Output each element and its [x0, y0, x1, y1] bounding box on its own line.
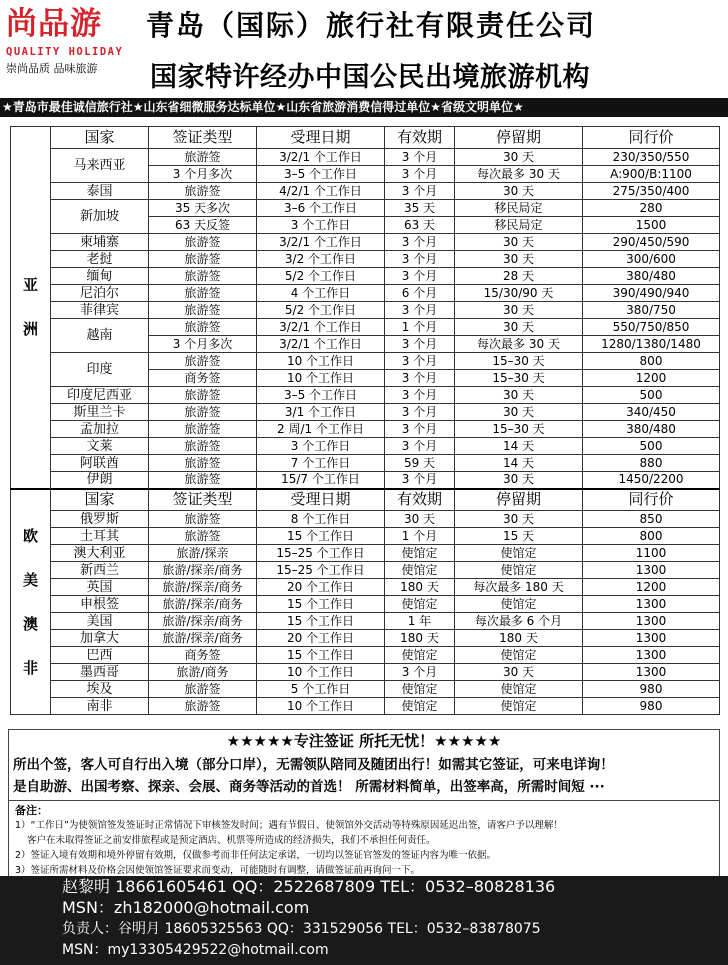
- cell-processing-time: 3 个工作日: [257, 217, 385, 234]
- contact-line-3: 负责人：谷明月 18605325563 QQ：331529056 TEL：0532–83878075: [62, 921, 541, 937]
- cell-validity: 3 个月: [385, 387, 455, 404]
- region-char: 欧: [22, 526, 38, 545]
- cell-validity: 180 天: [385, 630, 455, 647]
- cell-validity: 3 个月: [385, 404, 455, 421]
- cell-price: 1100: [583, 545, 720, 562]
- cell-visa-type: 3 个月多次: [149, 166, 257, 183]
- table-row: [11, 545, 720, 562]
- cell-processing-time: 10 个工作日: [257, 698, 385, 715]
- cell-stay: 15/30/90 天: [455, 285, 583, 302]
- cell-stay: 30 天: [455, 251, 583, 268]
- cell-price: 1280/1380/1480: [583, 336, 720, 353]
- cell-visa-type: 旅游签: [149, 353, 257, 370]
- table-row: [11, 404, 720, 421]
- table-row: [11, 528, 720, 545]
- cell-visa-type: 旅游签: [149, 387, 257, 404]
- cell-visa-type: 旅游/探亲/商务: [149, 630, 257, 647]
- cell-country: 马来西亚: [51, 149, 149, 183]
- cell-price: 500: [583, 438, 720, 455]
- contact-line-4: MSN：my13305429522@hotmail.com: [62, 942, 329, 958]
- cell-stay: 每次最多 30 天: [455, 166, 583, 183]
- cell-price: 1300: [583, 613, 720, 630]
- cell-price: 230/350/550: [583, 149, 720, 166]
- cell-validity: 180 天: [385, 579, 455, 596]
- cell-processing-time: 7 个工作日: [257, 455, 385, 472]
- cell-processing-time: 3–5 个工作日: [257, 166, 385, 183]
- cell-stay: 30 天: [455, 404, 583, 421]
- cell-processing-time: 3/2/1 个工作日: [257, 336, 385, 353]
- table-row: [11, 387, 720, 404]
- table-row: [11, 234, 720, 251]
- table-row: [11, 596, 720, 613]
- cell-processing-time: 5/2 个工作日: [257, 268, 385, 285]
- cell-price: 980: [583, 698, 720, 715]
- region-char: 非: [22, 658, 38, 677]
- cell-stay: 28 天: [455, 268, 583, 285]
- cell-processing-time: 5/2 个工作日: [257, 302, 385, 319]
- table-row: [11, 149, 720, 166]
- cell-price: A:900/B:1100: [583, 166, 720, 183]
- cell-validity: 30 天: [385, 511, 455, 528]
- cell-country: 老挝: [51, 251, 149, 268]
- company-name: 青岛（国际）旅行社有限责任公司: [146, 9, 597, 42]
- logo-english: QUALITY HOLIDAY: [6, 46, 124, 58]
- cell-processing-time: 3/2/1 个工作日: [257, 319, 385, 336]
- table-row: [11, 698, 720, 715]
- cell-validity: 3 个月: [385, 370, 455, 387]
- cell-visa-type: 商务签: [149, 370, 257, 387]
- cell-processing-time: 3/2 个工作日: [257, 251, 385, 268]
- cell-stay: 每次最多 6 个月: [455, 613, 583, 630]
- cell-country: 土耳其: [51, 528, 149, 545]
- cell-stay: 14 天: [455, 438, 583, 455]
- cell-processing-time: 3–5 个工作日: [257, 387, 385, 404]
- asia-region-label: [11, 127, 51, 489]
- visa-table: [10, 126, 720, 715]
- region-char: 澳: [22, 614, 38, 633]
- cell-visa-type: 旅游签: [149, 438, 257, 455]
- cell-stay: 180 天: [455, 630, 583, 647]
- cell-stay: 使馆定: [455, 545, 583, 562]
- cell-price: 980: [583, 681, 720, 698]
- cell-country: 新西兰: [51, 562, 149, 579]
- contact-line-2: MSN：zh182000@hotmail.com: [62, 898, 310, 917]
- cell-stay: 30 天: [455, 302, 583, 319]
- cell-stay: 30 天: [455, 149, 583, 166]
- remarks-title: 备注：: [15, 804, 48, 817]
- cell-country: 文莱: [51, 438, 149, 455]
- cell-country: 埃及: [51, 681, 149, 698]
- cell-price: 275/350/400: [583, 183, 720, 200]
- cell-price: 800: [583, 353, 720, 370]
- cell-validity: 使馆定: [385, 647, 455, 664]
- cell-stay: 15–30 天: [455, 353, 583, 370]
- cell-price: 1300: [583, 596, 720, 613]
- cell-processing-time: 15–25 个工作日: [257, 545, 385, 562]
- cell-processing-time: 3/2/1 个工作日: [257, 149, 385, 166]
- cell-stay: 15–30 天: [455, 421, 583, 438]
- cell-country: 新加坡: [51, 200, 149, 234]
- cell-processing-time: 15/7 个工作日: [257, 472, 385, 489]
- cell-validity: 3 个月: [385, 302, 455, 319]
- cell-processing-time: 15 个工作日: [257, 613, 385, 630]
- cell-validity: 3 个月: [385, 472, 455, 489]
- table-row: [11, 200, 720, 217]
- column-header-price: 同行价: [583, 489, 720, 511]
- cell-price: 850: [583, 511, 720, 528]
- cell-processing-time: 4/2/1 个工作日: [257, 183, 385, 200]
- cell-validity: 3 个月: [385, 251, 455, 268]
- cell-validity: 使馆定: [385, 562, 455, 579]
- column-header-validity: 有效期: [385, 489, 455, 511]
- cell-stay: 使馆定: [455, 647, 583, 664]
- cell-country: 斯里兰卡: [51, 404, 149, 421]
- table-row: [11, 630, 720, 647]
- description-line-1: 所出个签，客人可自行出入境（部分口岸），无需领队陪同及随团出行！如需其它签证，可来电详询！: [13, 757, 614, 773]
- cell-price: 1300: [583, 630, 720, 647]
- cell-visa-type: 旅游签: [149, 285, 257, 302]
- other-region-label: [11, 489, 51, 715]
- table-row: [11, 438, 720, 455]
- cell-validity: 使馆定: [385, 596, 455, 613]
- remark-line: 3）签证所需材料及价格会因使领馆签证要求而变动，可能随时有调整，请做签证前再询问一下。: [15, 865, 421, 876]
- cell-visa-type: 旅游签: [149, 234, 257, 251]
- cell-processing-time: 15–25 个工作日: [257, 562, 385, 579]
- table-row: [11, 268, 720, 285]
- cell-visa-type: 63 天反签: [149, 217, 257, 234]
- cell-validity: 使馆定: [385, 545, 455, 562]
- cell-price: 880: [583, 455, 720, 472]
- cell-validity: 3 个月: [385, 268, 455, 285]
- cell-visa-type: 旅游签: [149, 472, 257, 489]
- column-header-price: 同行价: [583, 127, 720, 149]
- cell-validity: 1 年: [385, 613, 455, 630]
- column-header-visa-type: 签证类型: [149, 127, 257, 149]
- column-header-country: 国家: [51, 127, 149, 149]
- cell-stay: 30 天: [455, 234, 583, 251]
- cell-validity: 使馆定: [385, 698, 455, 715]
- cell-visa-type: 旅游签: [149, 528, 257, 545]
- table-row: [11, 183, 720, 200]
- cell-country: 柬埔寨: [51, 234, 149, 251]
- cell-processing-time: 3/1 个工作日: [257, 404, 385, 421]
- cell-stay: 30 天: [455, 319, 583, 336]
- cell-visa-type: 旅游签: [149, 404, 257, 421]
- cell-stay: 30 天: [455, 387, 583, 404]
- cell-validity: 3 个月: [385, 438, 455, 455]
- remarks: [9, 800, 719, 880]
- cell-country: 澳大利亚: [51, 545, 149, 562]
- table-row: [11, 664, 720, 681]
- notes-box: [8, 729, 720, 881]
- cell-validity: 1 个月: [385, 319, 455, 336]
- column-header-stay: 停留期: [455, 489, 583, 511]
- cell-visa-type: 旅游签: [149, 698, 257, 715]
- cell-processing-time: 10 个工作日: [257, 664, 385, 681]
- cell-price: 290/450/590: [583, 234, 720, 251]
- cell-price: 280: [583, 200, 720, 217]
- cell-visa-type: 旅游/探亲/商务: [149, 562, 257, 579]
- cell-country: 孟加拉: [51, 421, 149, 438]
- cell-visa-type: 35 天多次: [149, 200, 257, 217]
- cell-processing-time: 10 个工作日: [257, 370, 385, 387]
- cell-price: 390/490/940: [583, 285, 720, 302]
- cell-validity: 3 个月: [385, 353, 455, 370]
- cell-price: 380/480: [583, 268, 720, 285]
- cell-price: 1300: [583, 562, 720, 579]
- cell-stay: 使馆定: [455, 681, 583, 698]
- column-header-country: 国家: [51, 489, 149, 511]
- cell-visa-type: 旅游签: [149, 183, 257, 200]
- cell-price: 550/750/850: [583, 319, 720, 336]
- cell-stay: 30 天: [455, 664, 583, 681]
- region-char: 美: [22, 570, 38, 589]
- cell-stay: 移民局定: [455, 217, 583, 234]
- cell-stay: 每次最多 180 天: [455, 579, 583, 596]
- cell-stay: 30 天: [455, 183, 583, 200]
- cell-processing-time: 10 个工作日: [257, 353, 385, 370]
- cell-price: 1300: [583, 664, 720, 681]
- table-row: [11, 647, 720, 664]
- cell-visa-type: 旅游签: [149, 251, 257, 268]
- logo-main: 尚品游: [6, 6, 102, 42]
- cell-stay: 15–30 天: [455, 370, 583, 387]
- cell-stay: 15 天: [455, 528, 583, 545]
- region-char: 洲: [22, 320, 38, 339]
- table-row: [11, 302, 720, 319]
- cell-stay: 使馆定: [455, 562, 583, 579]
- asia-header-row: [11, 127, 720, 149]
- remark-line: 1）“工作日”为使领馆签发签证时正常情况下审核签发时间；遇有节假日、使领馆外交活动等特殊原因延迟出签，请客户予以理解！: [15, 820, 563, 831]
- cell-country: 加拿大: [51, 630, 149, 647]
- cell-validity: 59 天: [385, 455, 455, 472]
- cell-visa-type: 旅游/探亲/商务: [149, 579, 257, 596]
- table-row: [11, 251, 720, 268]
- cell-visa-type: 3 个月多次: [149, 336, 257, 353]
- cell-processing-time: 15 个工作日: [257, 596, 385, 613]
- cell-stay: 使馆定: [455, 698, 583, 715]
- cell-country: 巴西: [51, 647, 149, 664]
- cell-price: 380/750: [583, 302, 720, 319]
- cell-visa-type: 旅游签: [149, 511, 257, 528]
- cell-country: 印度: [51, 353, 149, 387]
- cell-processing-time: 20 个工作日: [257, 630, 385, 647]
- cell-validity: 63 天: [385, 217, 455, 234]
- remark-line: 2）签证入境有效期和境外停留有效期，仅做参考而非任何法定承诺，一切均以签证官签发的签证内容为唯一依据。: [15, 850, 497, 861]
- cell-processing-time: 3–6 个工作日: [257, 200, 385, 217]
- cell-price: 1200: [583, 579, 720, 596]
- cell-stay: 每次最多 30 天: [455, 336, 583, 353]
- cell-visa-type: 旅游签: [149, 149, 257, 166]
- table-row: [11, 353, 720, 370]
- contact-line-1: 赵黎明 18661605461 QQ：2522687809 TEL：0532–80828136: [62, 877, 556, 896]
- cell-country: 泰国: [51, 183, 149, 200]
- table-row: [11, 562, 720, 579]
- column-header-visa-type: 签证类型: [149, 489, 257, 511]
- cell-country: 印度尼西亚: [51, 387, 149, 404]
- cell-validity: 1 个月: [385, 528, 455, 545]
- cell-country: 阿联酋: [51, 455, 149, 472]
- cell-processing-time: 20 个工作日: [257, 579, 385, 596]
- cell-country: 南非: [51, 698, 149, 715]
- cell-price: 380/480: [583, 421, 720, 438]
- column-header-processing-time: 受理日期: [257, 489, 385, 511]
- cell-validity: 3 个月: [385, 183, 455, 200]
- slogan: ★★★★★专注签证 所托无忧！★★★★★: [226, 732, 502, 750]
- agency-title: 国家特许经办中国公民出境旅游机构: [150, 62, 590, 93]
- cell-processing-time: 2 周/1 个工作日: [257, 421, 385, 438]
- description: [9, 752, 719, 800]
- cell-stay: 移民局定: [455, 200, 583, 217]
- cell-country: 菲律宾: [51, 302, 149, 319]
- remark-line: 客户在未取得签证之前安排旅程或是预定酒店、机票等所造成的经济损失，我们不承担任何责任。: [27, 835, 436, 846]
- cell-country: 美国: [51, 613, 149, 630]
- contact-panel: [0, 876, 728, 965]
- cell-country: 申根签: [51, 596, 149, 613]
- cell-visa-type: 旅游签: [149, 421, 257, 438]
- cell-country: 越南: [51, 319, 149, 353]
- cell-country: 尼泊尔: [51, 285, 149, 302]
- cell-price: 1500: [583, 217, 720, 234]
- cell-processing-time: 3 个工作日: [257, 438, 385, 455]
- cell-processing-time: 4 个工作日: [257, 285, 385, 302]
- cell-processing-time: 5 个工作日: [257, 681, 385, 698]
- cell-country: 俄罗斯: [51, 511, 149, 528]
- cell-validity: 35 天: [385, 200, 455, 217]
- cell-visa-type: 商务签: [149, 647, 257, 664]
- cell-validity: 3 个月: [385, 166, 455, 183]
- cell-stay: 使馆定: [455, 596, 583, 613]
- logo-tagline: 崇尚品质 品味旅游: [6, 62, 98, 75]
- cell-visa-type: 旅游/探亲: [149, 545, 257, 562]
- cell-visa-type: 旅游/商务: [149, 664, 257, 681]
- other-header-row: [11, 489, 720, 511]
- cell-visa-type: 旅游/探亲/商务: [149, 596, 257, 613]
- cell-visa-type: 旅游签: [149, 681, 257, 698]
- table-row: [11, 319, 720, 336]
- cell-price: 1300: [583, 647, 720, 664]
- cell-processing-time: 15 个工作日: [257, 528, 385, 545]
- cell-validity: 3 个月: [385, 234, 455, 251]
- table-row: [11, 455, 720, 472]
- cell-processing-time: 3/2/1 个工作日: [257, 234, 385, 251]
- cell-visa-type: 旅游/探亲/商务: [149, 613, 257, 630]
- table-row: [11, 285, 720, 302]
- column-header-processing-time: 受理日期: [257, 127, 385, 149]
- table-row: [11, 421, 720, 438]
- cell-visa-type: 旅游签: [149, 455, 257, 472]
- cell-country: 缅甸: [51, 268, 149, 285]
- cell-visa-type: 旅游签: [149, 319, 257, 336]
- cell-validity: 3 个月: [385, 421, 455, 438]
- cell-processing-time: 15 个工作日: [257, 647, 385, 664]
- cell-processing-time: 8 个工作日: [257, 511, 385, 528]
- table-row: [11, 579, 720, 596]
- cell-country: 伊朗: [51, 472, 149, 489]
- cell-stay: 30 天: [455, 472, 583, 489]
- table-row: [11, 613, 720, 630]
- honor-banner: ★青岛市最佳诚信旅行社★山东省细微服务达标单位★山东省旅游消费信得过单位★省级文明单位★: [0, 98, 728, 117]
- column-header-validity: 有效期: [385, 127, 455, 149]
- cell-price: 1200: [583, 370, 720, 387]
- description-line-2: 是自助游、出国考察、探亲、会展、商务等活动的首选！ 所需材料简单，出签率高，所需时间短 ···: [13, 779, 605, 795]
- header: [0, 0, 728, 100]
- cell-price: 800: [583, 528, 720, 545]
- cell-price: 300/600: [583, 251, 720, 268]
- logo: [6, 4, 136, 76]
- cell-price: 340/450: [583, 404, 720, 421]
- cell-visa-type: 旅游签: [149, 302, 257, 319]
- table-row: [11, 472, 720, 489]
- cell-validity: 3 个月: [385, 336, 455, 353]
- cell-price: 500: [583, 387, 720, 404]
- column-header-stay: 停留期: [455, 127, 583, 149]
- table-row: [11, 681, 720, 698]
- cell-country: 墨西哥: [51, 664, 149, 681]
- region-char: 亚: [22, 276, 38, 295]
- cell-country: 英国: [51, 579, 149, 596]
- table-row: [11, 511, 720, 528]
- cell-validity: 3 个月: [385, 149, 455, 166]
- cell-validity: 使馆定: [385, 681, 455, 698]
- cell-validity: 3 个月: [385, 664, 455, 681]
- cell-stay: 30 天: [455, 511, 583, 528]
- cell-validity: 6 个月: [385, 285, 455, 302]
- cell-price: 1450/2200: [583, 472, 720, 489]
- cell-visa-type: 旅游签: [149, 268, 257, 285]
- cell-stay: 14 天: [455, 455, 583, 472]
